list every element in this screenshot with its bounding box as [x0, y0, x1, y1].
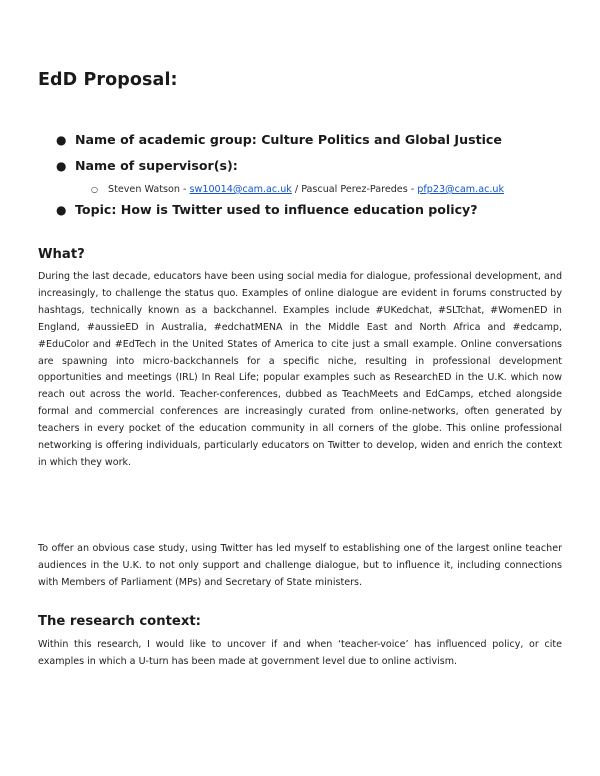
research-context-paragraph — [38, 637, 562, 671]
supervisor-2-email-link[interactable]: pfp23@cam.ac.uk — [417, 184, 505, 195]
research-context-text: Within this research, I would like to uncover if and when ‘teacher-voice’ has influenced policy, or cite examples in which a U-turn has been made at government level due to online activism. — [38, 639, 562, 667]
supervisor-1-name: Steven Watson - — [108, 184, 190, 195]
what-paragraph-2-text: To offer an obvious case study, using Twitter has led myself to establishing one of the largest online teacher audiences in the U.K. to not only support and challenge dialogue, but to influence it, including connections with Members of Parliament (MPs) and Secretary of State ministers. — [38, 543, 562, 588]
topic-text: Topic: How is Twitter used to influence education policy? — [75, 202, 478, 217]
bullet-topic — [56, 202, 576, 228]
sub-bullet-circle-icon: ○ — [91, 185, 98, 194]
what-paragraph-2 — [38, 541, 562, 592]
what-paragraph-1-text: During the last decade, educators have been using social media for dialogue, professional development, and increasingly, to challenge the status quo. Examples of online dialogue are evident in forums constructed by hashtags, technically known as a backchannel. Examples include #UKedchat, #SLTchat, #WomenED in England, #aussieED in Australia, #edchatMENA in the Middle East and North Africa and #edcamp, #EduColor and #EdTech in the United States of America to cite just a small example. Online conversations are spawning into micro-backchannels for a specific niche, resulting in professional development opportunities and meetings (IRL) In Real Life; popular examples such as ResearchED in the U.K. which now reach out across the world. Teacher-conferences, dubbed as TeachMeets and EdCamps, etched alongside formal and commercial conferences are increasingly curated from online-networks, often generated by teachers in every pocket of the education community in all corners of the globe. This online professional networking is offering individuals, particularly educators on Twitter to develop, widen and enrich the context in which they work. — [38, 271, 562, 468]
bullet-dot-icon: ● — [56, 203, 67, 217]
supervisor-1-email-link[interactable]: sw10014@cam.ac.uk — [189, 184, 292, 195]
research-context-heading: The research context: — [38, 614, 201, 629]
academic-group-text: Name of academic group: Culture Politics and Global Justice — [75, 132, 502, 147]
proposal-bullet-list — [56, 132, 576, 228]
bullet-dot-icon: ● — [56, 133, 67, 147]
bullet-supervisors — [56, 158, 576, 184]
bullet-academic-group — [56, 132, 576, 158]
what-heading: What? — [38, 247, 85, 262]
bullet-dot-icon: ● — [56, 159, 67, 173]
supervisor-separator: / Pascual Perez-Paredes - — [291, 184, 418, 195]
supervisors-text: Name of supervisor(s): — [75, 158, 238, 173]
document-title: EdD Proposal: — [38, 70, 178, 90]
supervisor-list-item — [91, 184, 576, 202]
what-paragraph-1 — [38, 269, 562, 472]
